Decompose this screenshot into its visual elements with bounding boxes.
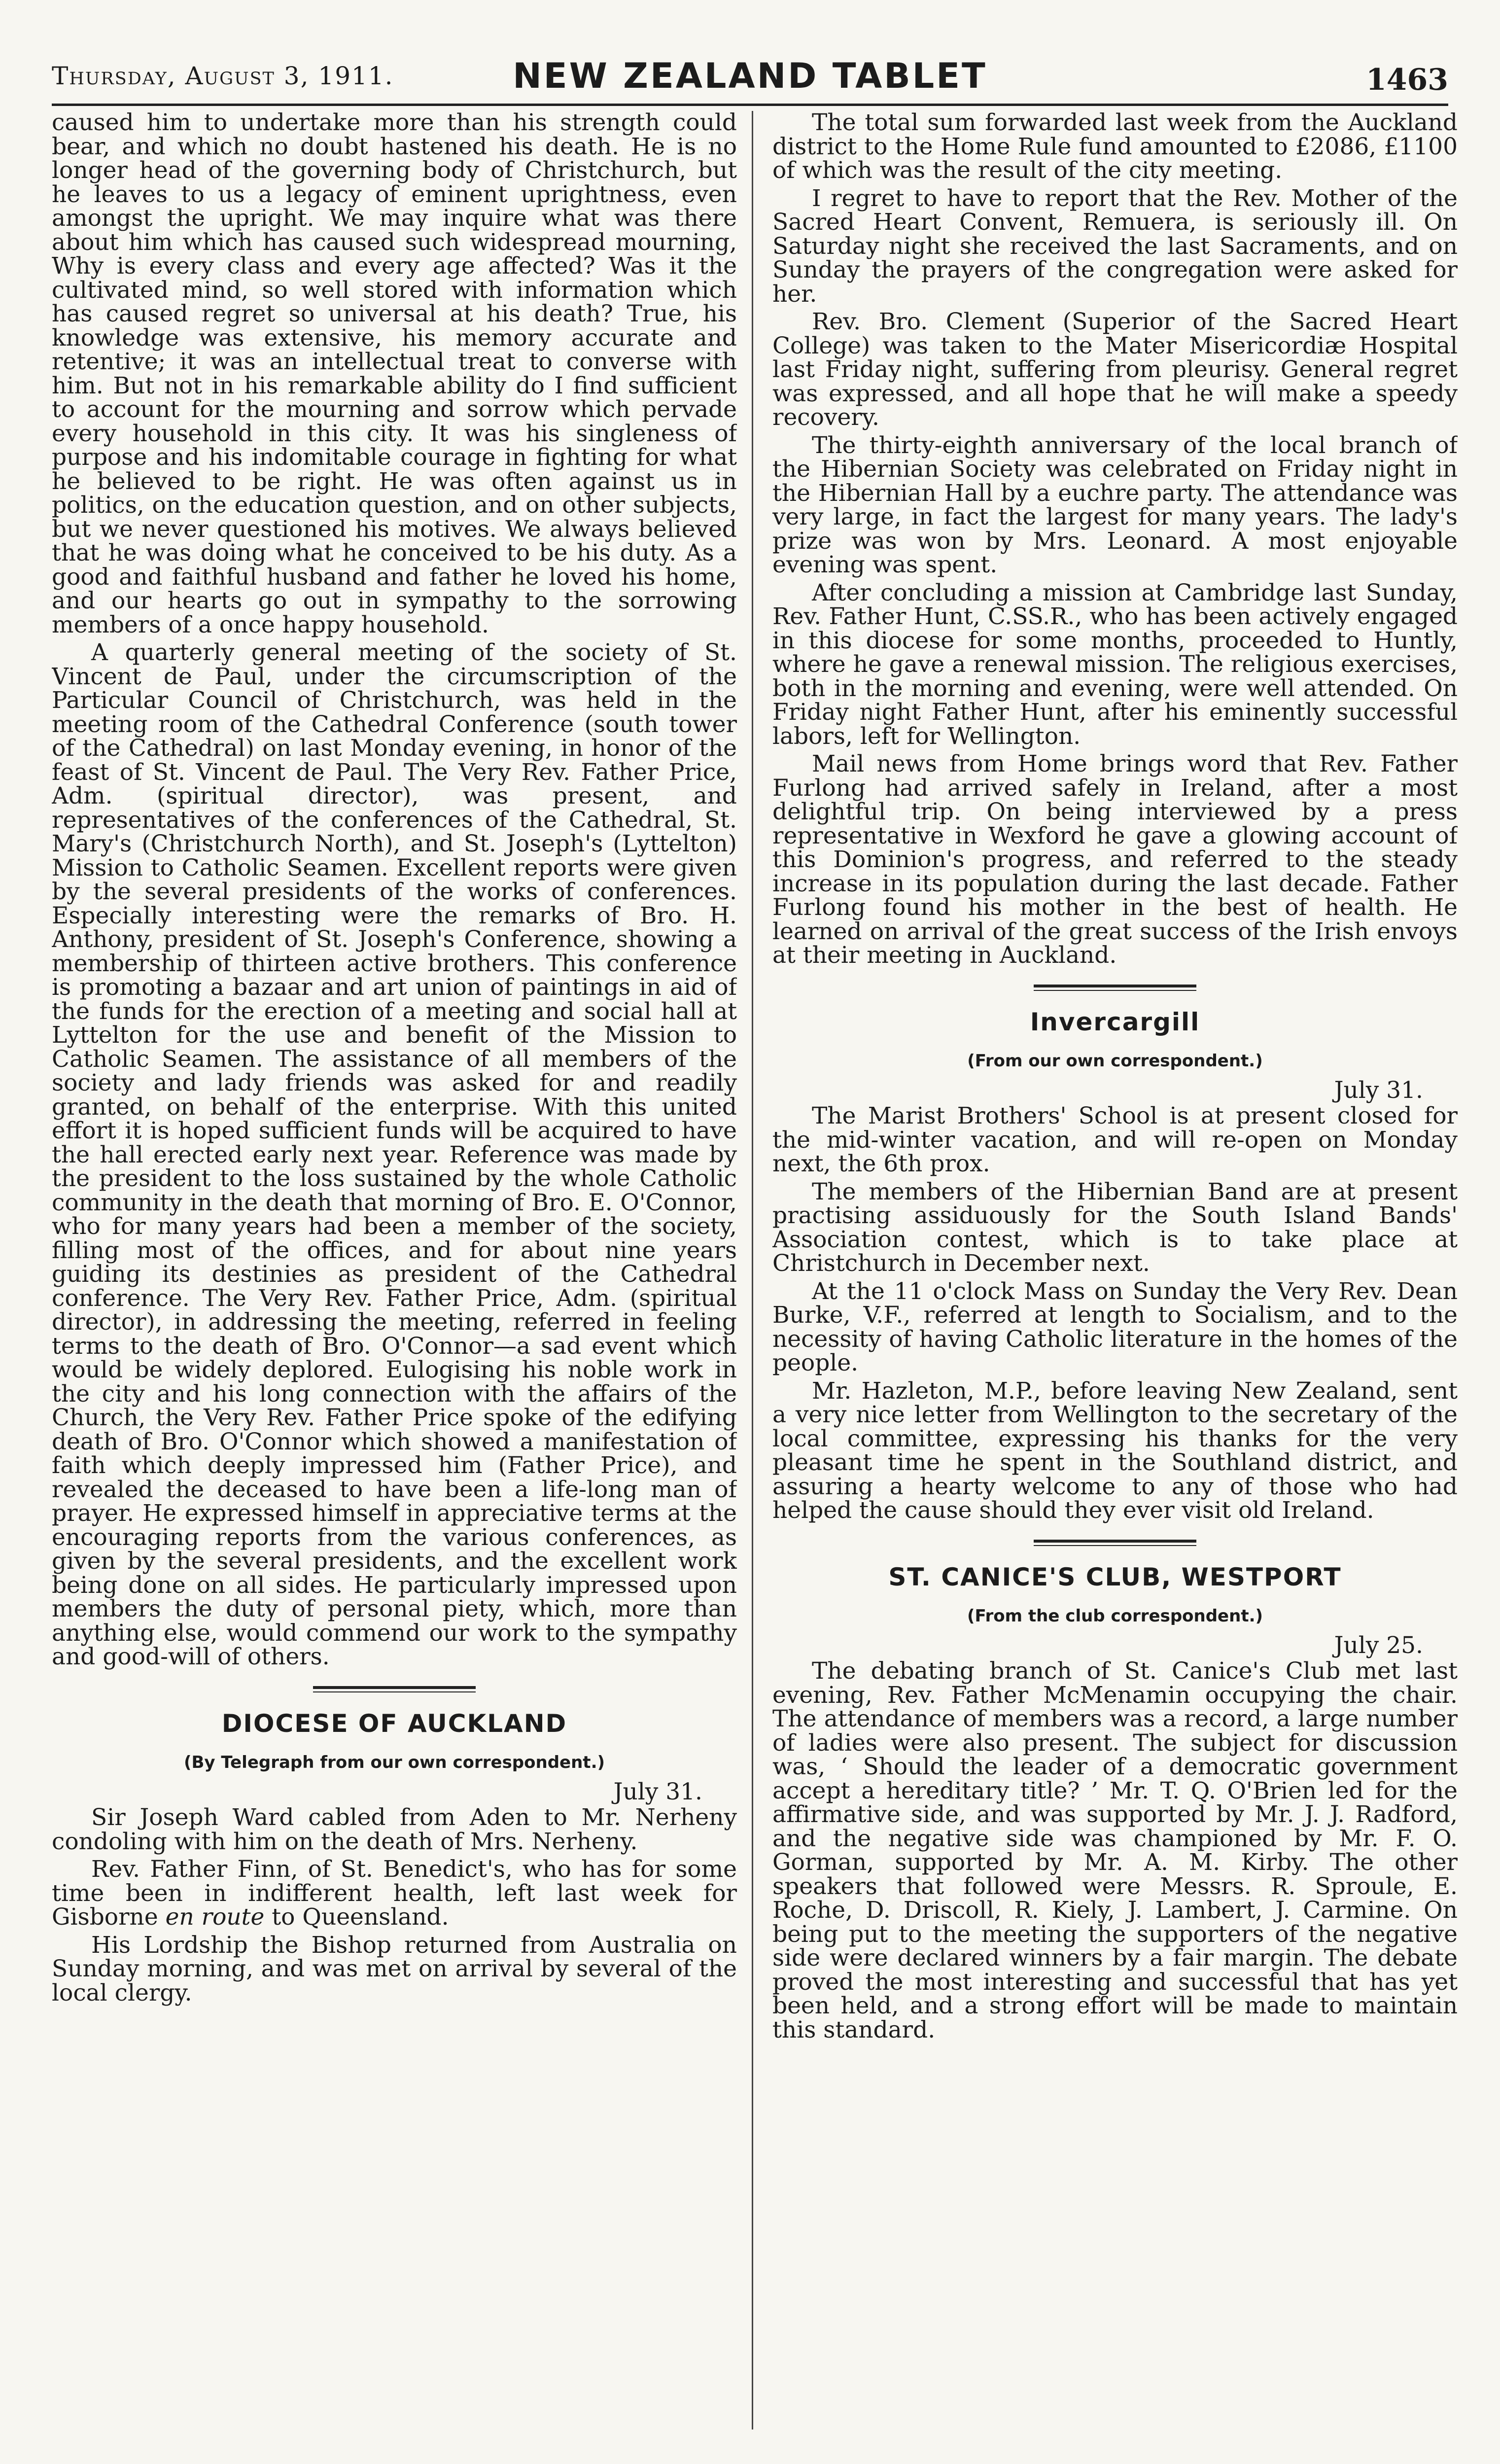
article-paragraph: Mr. Hazleton, M.P., before leaving New Zealand, sent a very nice letter from Wellington to the secretary of the local committee, expressing his thanks for the very pleasant time he spent in the Southland district, and assuring a hearty welcome to any of those who had helped the cause should they ever visit old Ireland. [772, 1377, 1458, 1524]
article-paragraph: A quarterly general meeting of the society of St. Vincent de Paul, under the circumscription of the Particular Council of Christchurch, was held in the meeting room of the Cathedral Conference (south tower of the Cathedral) on last Monday evening, in honor of the feast of St. Vincent de Paul. The Very Rev. Father Price, Adm. (spiritual director), was present, and representatives of the conferences of the Cathedral, St. Mary's (Christchurch North), and St. Joseph's (Lyttelton) Mission to Catholic Seamen. Excellent reports were given by the several presidents of the works of conferences. Especially interesting were the remarks of Bro. H. Anthony, president of St. Joseph's Conference, showing a membership of thirteen active brothers. This conference is promoting a bazaar and art union of paintings in aid of the funds for the erection of a meeting and social hall at Lyttelton for the use and benefit of the Mission to Catholic Seamen. The assistance of all members of the society and lady friends was asked for and readily granted, on behalf of the enterprise. With this united effort it is hoped sufficient funds will be acquired to have the hall erected early next year. Reference was made by the president to the loss sustained by the whole Catholic community in the death that morning of Bro. E. O'Connor, who for many years had been a member of the society, filling most of the offices, and for about nine years guiding its destinies as president of the Cathedral conference. The Very Rev. Father Price, Adm. (spiritual director), in addressing the meeting, referred in feeling terms to the death of Bro. O'Connor—a sad event which would be widely deplored. Eulogising his noble work in the city and his long connection with the affairs of the Church, the Very Rev. Father Price spoke of the edifying death of Bro. O'Connor which showed a manifestation of faith which deeply impressed him (Father Price), and revealed the deceased to have been a life-long man of prayer. He expressed himself in appreciative terms at the encouraging reports from the various conferences, as given by the several presidents, and the excellent work being done on all sides. He particularly impressed upon members the duty of personal piety, which, more than anything else, would commend our work to the sympathy and good-will of others. [52, 639, 737, 1670]
article-paragraph: Sir Joseph Ward cabled from Aden to Mr. Nerheny condoling with him on the death of Mrs. Nerheny. [52, 1804, 737, 1855]
column-divider [752, 111, 753, 2429]
section-heading-westport: ST. CANICE'S CLUB, WESTPORT [888, 1562, 1342, 1591]
article-paragraph: The total sum forwarded last week from the Auckland district to the Home Rule fund amounted to £2086, £1100 of which was the result of the city meeting. [772, 111, 1458, 184]
page-number: 1463 [1366, 63, 1448, 97]
section-heading-invercargill: Invercargill [1030, 1007, 1200, 1036]
newspaper-title: NEW ZEALAND TABLET [513, 56, 987, 96]
article-paragraph: Mail news from Home brings word that Rev. Father Furlong had arrived safely in Ireland, after a most delightful trip. On being interviewed by a press representative in Wexford he gave a glowing account of this Dominion's progress, and referred to the steady increase in its population during the last decade. Father Furlong found his mother in the best of health. He learned on arrival of the great success of the Irish envoys at their meeting in Auckland. [772, 750, 1458, 969]
dateline: July 31. [613, 1778, 702, 1805]
article-paragraph: The Marist Brothers' School is at present closed for the mid-winter vacation, and will re-open on Monday next, the 6th prox. [772, 1102, 1458, 1177]
article-paragraph: His Lordship the Bishop returned from Australia on Sunday morning, and was met on arrival by several of the local clergy. [52, 1931, 737, 2006]
dateline: July 31. [1334, 1076, 1423, 1104]
right-column [772, 111, 1458, 2429]
left-column [52, 111, 737, 2429]
masthead-rule [52, 104, 1448, 106]
section-heading-auckland: DIOCESE OF AUCKLAND [221, 1709, 567, 1738]
article-paragraph: I regret to have to report that the Rev. Mother of the Sacred Heart Convent, Remuera, is seriously ill. On Saturday night she received the last Sacraments, and on Sunday the prayers of the congregation were asked for her. [772, 184, 1458, 308]
italic-text: en route [165, 1903, 265, 1931]
article-paragraph: The thirty-eighth anniversary of the local branch of the Hibernian Society was celebrated on Friday night in the Hibernian Hall by a euchre party. The attendance was very large, in fact the largest for many years. The lady's prize was won by Mrs. Leonard. A most enjoyable evening was spent. [772, 431, 1458, 578]
text-run: Rev. Father Finn, of St. Benedict's, who has for some time been in indifferent health, left last week for Gisborne [52, 1856, 737, 1931]
correspondent-line: (From the club correspondent.) [967, 1606, 1263, 1626]
article-paragraph: After concluding a mission at Cambridge last Sunday, Rev. Father Hunt, C.SS.R., who has been actively engaged in this diocese for some months, proceeded to Huntly, where he gave a renewal mission. The religious exercises, both in the morning and evening, were well attended. On Friday night Father Hunt, after his eminently successful labors, left for Wellington. [772, 579, 1458, 750]
issue-date: Thursday, August 3, 1911. [52, 62, 394, 90]
article-paragraph: caused him to undertake more than his strength could bear, and which no doubt hastened his death. He is no longer head of the governing body of Christchurch, but he leaves to us a legacy of eminent uprightness, even amongst the upright. We may inquire what was there about him which has caused such widespread mourning, Why is every class and every age affected? Was it the cultivated mind, so well stored with information which has caused regret so universal at his death? True, his knowledge was extensive, his memory accurate and retentive; it was an intellectual treat to converse with him. But not in his remarkable ability do I find sufficient to account for the mourning and sorrow which pervade every household in this city. It was his singleness of purpose and his indomitable courage in fighting for what he believed to be right. He was often against us in politics, on the education question, and on other subjects, but we never questioned his motives. We always believed that he was doing what he conceived to be his duty. As a good and faithful husband and father he loved his home, and our hearts go out in sympathy to the sorrowing members of a once happy household. [52, 111, 737, 638]
text-run: to Queensland. [264, 1903, 449, 1931]
article-paragraph: The debating branch of St. Canice's Club met last evening, Rev. Father McMenamin occupying the chair. The attendance of members was a record, a large number of ladies were also present. The subject for discussion was, ‘ Should the leader of a democratic government accept a hereditary title? ’ Mr. T. Q. O'Brien led for the affirmative side, and was supported by Mr. J. J. Radford, and the negative side was championed by Mr. F. O. Gorman, supported by Mr. A. M. Kirby. The other speakers that followed were Messrs. R. Sproule, E. Roche, D. Driscoll, R. Kiely, J. Lambert, J. Carmine. On being put to the meeting the supporters of the negative side were declared winners by a fair margin. The debate proved the most interesting and successful that has yet been held, and a strong effort will be made to maintain this standard. [772, 1657, 1458, 2043]
article-paragraph: Rev. Bro. Clement (Superior of the Sacred Heart College) was taken to the Mater Misericordiæ Hospital last Friday night, suffering from pleurisy. General regret was expressed, and all hope that he will make a speedy recovery. [772, 308, 1458, 431]
correspondent-line: (From our own correspondent.) [967, 1051, 1263, 1071]
correspondent-line: (By Telegraph from our own correspondent.) [183, 1752, 605, 1772]
article-paragraph: At the 11 o'clock Mass on Sunday the Very Rev. Dean Burke, V.F., referred at length to Socialism, and to the necessity of having Catholic literature in the homes of the people. [772, 1277, 1458, 1376]
dateline: July 25. [1334, 1631, 1423, 1659]
section-separator [1034, 985, 1196, 991]
article-paragraph [52, 1858, 737, 1930]
section-separator [1034, 1540, 1196, 1546]
article-paragraph: The members of the Hibernian Band are at present practising assiduously for the South Island Bands' Association contest, which is to take place at Christchurch in December next. [772, 1178, 1458, 1277]
masthead [52, 52, 1448, 106]
section-separator [313, 1686, 476, 1692]
